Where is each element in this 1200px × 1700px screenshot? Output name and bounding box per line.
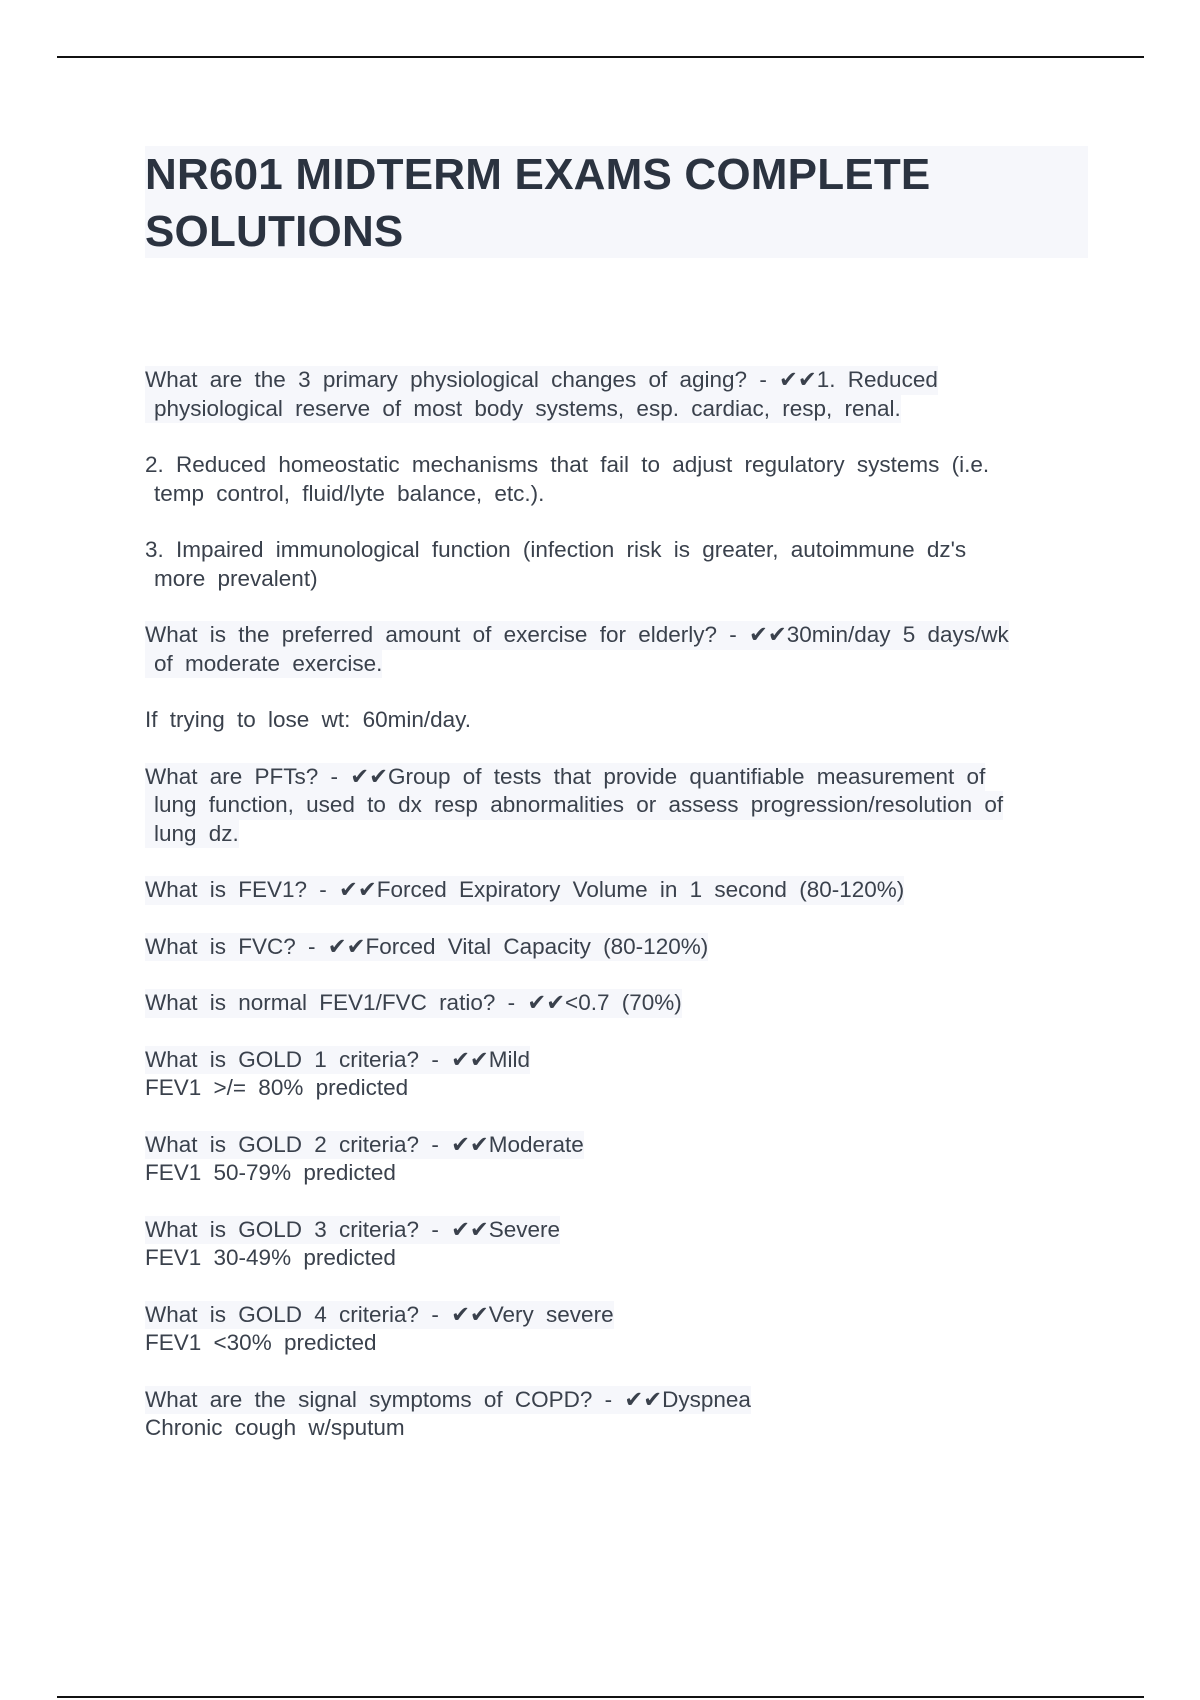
qa-line: FEV1 50-79% predicted (145, 1160, 396, 1185)
qa-line: FEV1 >/= 80% predicted (145, 1075, 409, 1100)
qa-line: lung dz. (145, 820, 239, 849)
qa-item (145, 1301, 1090, 1358)
qa-line: 2. Reduced homeostatic mechanisms that fail to adjust regulatory systems (i.e. (145, 452, 990, 477)
qa-line: 3. Impaired immunological function (infection risk is greater, autoimmune dz's (145, 537, 967, 562)
qa-line: If trying to lose wt: 60min/day. (145, 707, 471, 732)
qa-line: of moderate exercise. (145, 650, 382, 679)
qa-line: FEV1 <30% predicted (145, 1330, 377, 1355)
qa-line: What is GOLD 3 criteria? - ✔✔Severe (145, 1216, 560, 1245)
qa-item (145, 536, 1090, 593)
qa-item (145, 451, 1090, 508)
qa-line: What are the signal symptoms of COPD? - ✔✔Dyspnea (145, 1386, 751, 1415)
qa-item (145, 763, 1090, 849)
qa-line: What are PFTs? - ✔✔Group of tests that provide quantifiable measurement of (145, 763, 985, 792)
qa-item (145, 933, 1090, 962)
qa-item (145, 1386, 1090, 1443)
qa-item (145, 706, 1090, 735)
qa-line: more prevalent) (154, 565, 318, 591)
qa-item (145, 1046, 1090, 1103)
qa-line: physiological reserve of most body systems, esp. cardiac, resp, renal. (145, 395, 901, 424)
qa-line: FEV1 30-49% predicted (145, 1245, 396, 1270)
qa-line: What is GOLD 2 criteria? - ✔✔Moderate (145, 1131, 584, 1160)
qa-item (145, 1216, 1090, 1273)
qa-line: Chronic cough w/sputum (145, 1415, 405, 1440)
qa-line: What is FVC? - ✔✔Forced Vital Capacity (80-120%) (145, 933, 708, 962)
qa-line: What is the preferred amount of exercise for elderly? - ✔✔30min/day 5 days/wk (145, 621, 1009, 650)
qa-content (145, 366, 1090, 1471)
title-line-1: NR601 MIDTERM EXAMS COMPLETE (145, 150, 931, 199)
qa-item (145, 621, 1090, 678)
qa-line: What is FEV1? - ✔✔Forced Expiratory Volume in 1 second (80-120%) (145, 876, 904, 905)
qa-line: What is GOLD 4 criteria? - ✔✔Very severe (145, 1301, 614, 1330)
document-title (145, 146, 1088, 260)
qa-item (145, 1131, 1090, 1188)
qa-item (145, 366, 1090, 423)
qa-line: What is normal FEV1/FVC ratio? - ✔✔<0.7 (70%) (145, 989, 682, 1018)
bottom-rule (57, 1696, 1144, 1698)
qa-line: lung function, used to dx resp abnormalities or assess progression/resolution of (145, 791, 1003, 820)
title-block (145, 146, 1088, 258)
title-line-2: SOLUTIONS (145, 207, 404, 256)
qa-line: What are the 3 primary physiological changes of aging? - ✔✔1. Reduced (145, 366, 938, 395)
qa-item (145, 989, 1090, 1018)
top-rule (57, 56, 1144, 58)
qa-line: temp control, fluid/lyte balance, etc.). (154, 480, 545, 506)
qa-line: What is GOLD 1 criteria? - ✔✔Mild (145, 1046, 530, 1075)
qa-item (145, 876, 1090, 905)
